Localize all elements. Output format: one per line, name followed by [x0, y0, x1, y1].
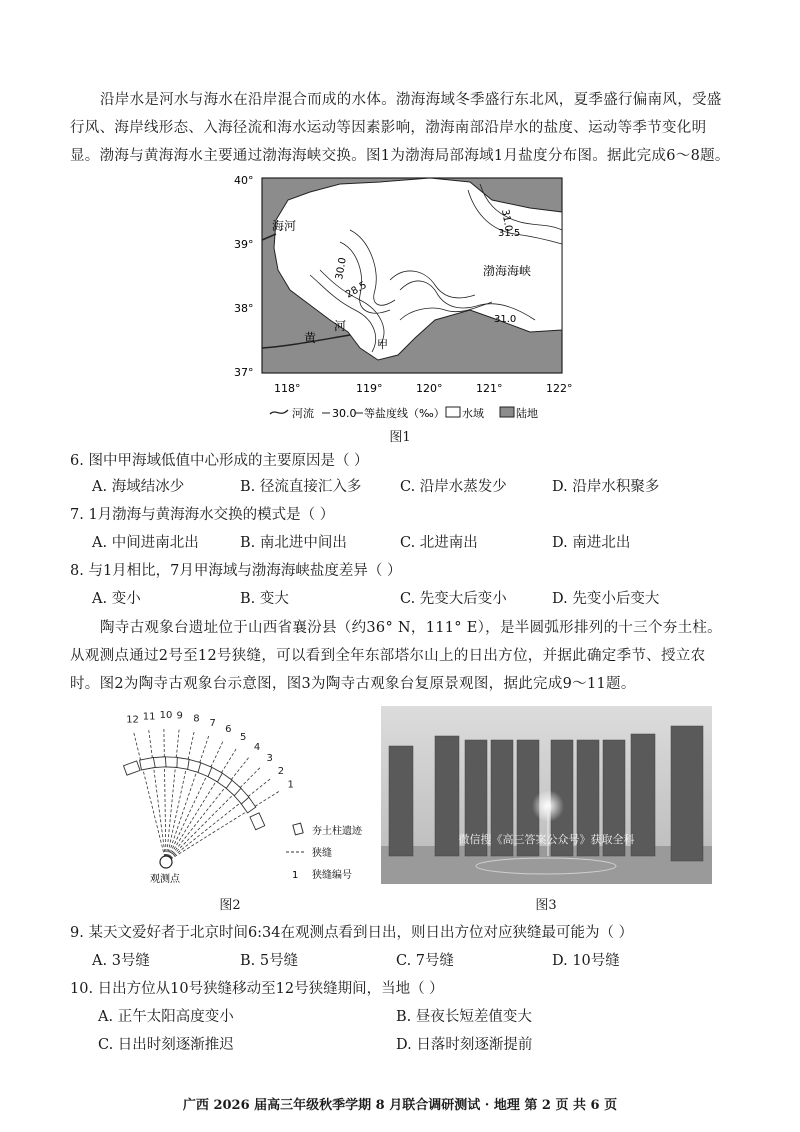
q6-option-d: D. 沿岸水积聚多 — [552, 479, 660, 495]
figure-3-photo — [381, 706, 712, 884]
figure-1-salinity-map — [230, 170, 590, 430]
legend-land: 陆地 — [516, 407, 538, 420]
water-legend-icon — [446, 407, 460, 417]
q6-option-a: A. 海域结冰少 — [92, 479, 185, 495]
q8-option-b: B. 变大 — [240, 591, 289, 607]
figure-1-caption: 图1 — [389, 430, 411, 445]
q9-option-a: A. 3号缝 — [92, 953, 150, 969]
q7-option-c: C. 北进南出 — [400, 535, 478, 551]
figure-3-caption: 图3 — [535, 898, 557, 913]
lat-label-40: 40° — [234, 174, 254, 187]
pillar-1 — [250, 813, 265, 830]
isoline-label-4: 28.5 — [344, 279, 369, 301]
label-bohai-strait: 渤海海峡 — [483, 264, 532, 278]
isoline-label-1: 31.0 — [499, 208, 514, 233]
slit-number-2: 2 — [277, 765, 285, 777]
legend-isoline-value: 30.0 — [332, 407, 357, 420]
q9-option-c: C. 7号缝 — [396, 953, 455, 969]
slit-number-6: 6 — [225, 724, 232, 736]
figure-2-caption: 图2 — [219, 898, 241, 913]
legend-pillar: 夯土柱遗迹 — [312, 826, 362, 837]
q9-option-b: B. 5号缝 — [240, 953, 299, 969]
q7-option-d: D. 南进北出 — [552, 535, 631, 551]
slit-number-10: 10 — [159, 710, 173, 722]
river-legend-icon — [270, 410, 288, 414]
isoline-label-3: 30.0 — [334, 256, 349, 281]
q10-option-c: C. 日出时刻逐渐推迟 — [98, 1037, 234, 1053]
legend-water: 水域 — [462, 407, 484, 420]
slit-line-7 — [166, 734, 209, 862]
slit-number-3: 3 — [266, 753, 273, 765]
page-footer: 广西 2026 届高三年级秋季学期 8 月联合调研测试 · 地理 第 2 页 共 6 页 — [182, 1098, 618, 1113]
legend-num-symbol: 1 — [292, 870, 299, 881]
lat-label-39: 39° — [234, 238, 254, 251]
observer-point-icon — [160, 856, 172, 868]
q8-option-d: D. 先变小后变大 — [552, 591, 660, 607]
slit-number-5: 5 — [240, 732, 247, 744]
lon-label-119: 119° — [356, 382, 383, 395]
slit-number-4: 4 — [253, 741, 261, 753]
label-haihe: 海河 — [272, 219, 297, 233]
land-legend-icon — [500, 407, 514, 417]
isoline-label-2: 31.5 — [498, 228, 521, 239]
q6-option-b: B. 径流直接汇入多 — [240, 479, 362, 495]
lat-label-38: 38° — [234, 302, 254, 315]
label-jia: 甲 — [377, 338, 388, 351]
question-6-stem: 6. 图中甲海域低值中心形成的主要原因是（ ） — [70, 453, 369, 469]
question-8-stem: 8. 与1月相比，7月甲海域与渤海海峡盐度差异（ ） — [70, 563, 402, 579]
slit-number-9: 9 — [176, 710, 183, 722]
watermark-text: 微信搜《高三答案公众号》获取全科 — [458, 833, 635, 846]
q8-option-a: A. 变小 — [92, 591, 141, 607]
lon-label-120: 120° — [416, 382, 443, 395]
lon-label-121: 121° — [476, 382, 503, 395]
legend-num: 狭缝编号 — [312, 870, 352, 881]
q7-option-b: B. 南北进中间出 — [240, 535, 347, 551]
intro-passage-2: 陶寺古观象台遗址位于山西省襄汾县（约36° N，111° E），是半圆弧形排列的十三个夯土柱。从观测点通过2号至12号狭缝，可以看到全年东部塔尔山上的日出方位，并据此确定季节、授立农时。图2为陶寺古观象台示意图，图3为陶寺古观象台复原景观图，据此完成9～11题。 — [70, 620, 722, 692]
label-huang: 黄 — [304, 331, 317, 345]
isoline-label-5: 31.0 — [494, 314, 517, 325]
pillar-legend-icon — [293, 823, 303, 835]
q8-option-c: C. 先变大后变小 — [400, 591, 507, 607]
intro-passage-1: 沿岸水是河水与海水在沿岸混合而成的水体。渤海海域冬季盛行东北风，夏季盛行偏南风，受盛行风、海岸线形态、入海径流和海水运动等因素影响，渤海南部沿岸水的盐度、运动等季节变化明显。渤海与黄海海水主要通过渤海海峡交换。图1为渤海局部海域1月盐度分布图。据此完成6～8题。 — [70, 92, 730, 164]
q10-option-b: B. 昼夜长短差值变大 — [396, 1009, 532, 1025]
question-7-stem: 7. 1月渤海与黄海海水交换的模式是（ ） — [70, 507, 335, 523]
lon-label-122: 122° — [546, 382, 573, 395]
q7-option-a: A. 中间进南北出 — [92, 535, 199, 551]
q6-option-c: C. 沿岸水蒸发少 — [400, 479, 507, 495]
slit-number-11: 11 — [142, 711, 156, 723]
question-10-stem: 10. 日出方位从10号狭缝移动至12号狭缝期间，当地（ ） — [70, 981, 444, 997]
pillar-12 — [140, 758, 156, 770]
legend-slit: 狭缝 — [312, 848, 332, 859]
slit-number-12: 12 — [126, 714, 139, 726]
slit-number-7: 7 — [209, 717, 216, 729]
slit-number-8: 8 — [193, 713, 200, 725]
q10-option-a: A. 正午太阳高度变小 — [98, 1009, 234, 1025]
q9-option-d: D. 10号缝 — [552, 953, 620, 969]
lat-label-37: 37° — [234, 366, 254, 379]
slit-line-3 — [166, 766, 261, 862]
figure-2-observatory-diagram — [80, 700, 380, 885]
slit-number-1: 1 — [287, 779, 294, 791]
q10-option-d: D. 日落时刻逐渐提前 — [396, 1037, 533, 1053]
observer-label: 观测点 — [150, 874, 180, 885]
pillar-13 — [124, 761, 141, 775]
label-he: 河 — [334, 319, 347, 333]
legend-isoline: 等盐度线（‰） — [364, 407, 445, 420]
slit-line-12 — [133, 731, 166, 862]
lon-label-118: 118° — [274, 382, 301, 395]
question-9-stem: 9. 某天文爱好者于北京时间6:34在观测点看到日出，则日出方位对应狭缝最可能为（ ） — [70, 925, 634, 941]
slit-line-10 — [164, 727, 166, 862]
slit-line-11 — [148, 728, 166, 862]
legend-river: 河流 — [292, 407, 314, 420]
